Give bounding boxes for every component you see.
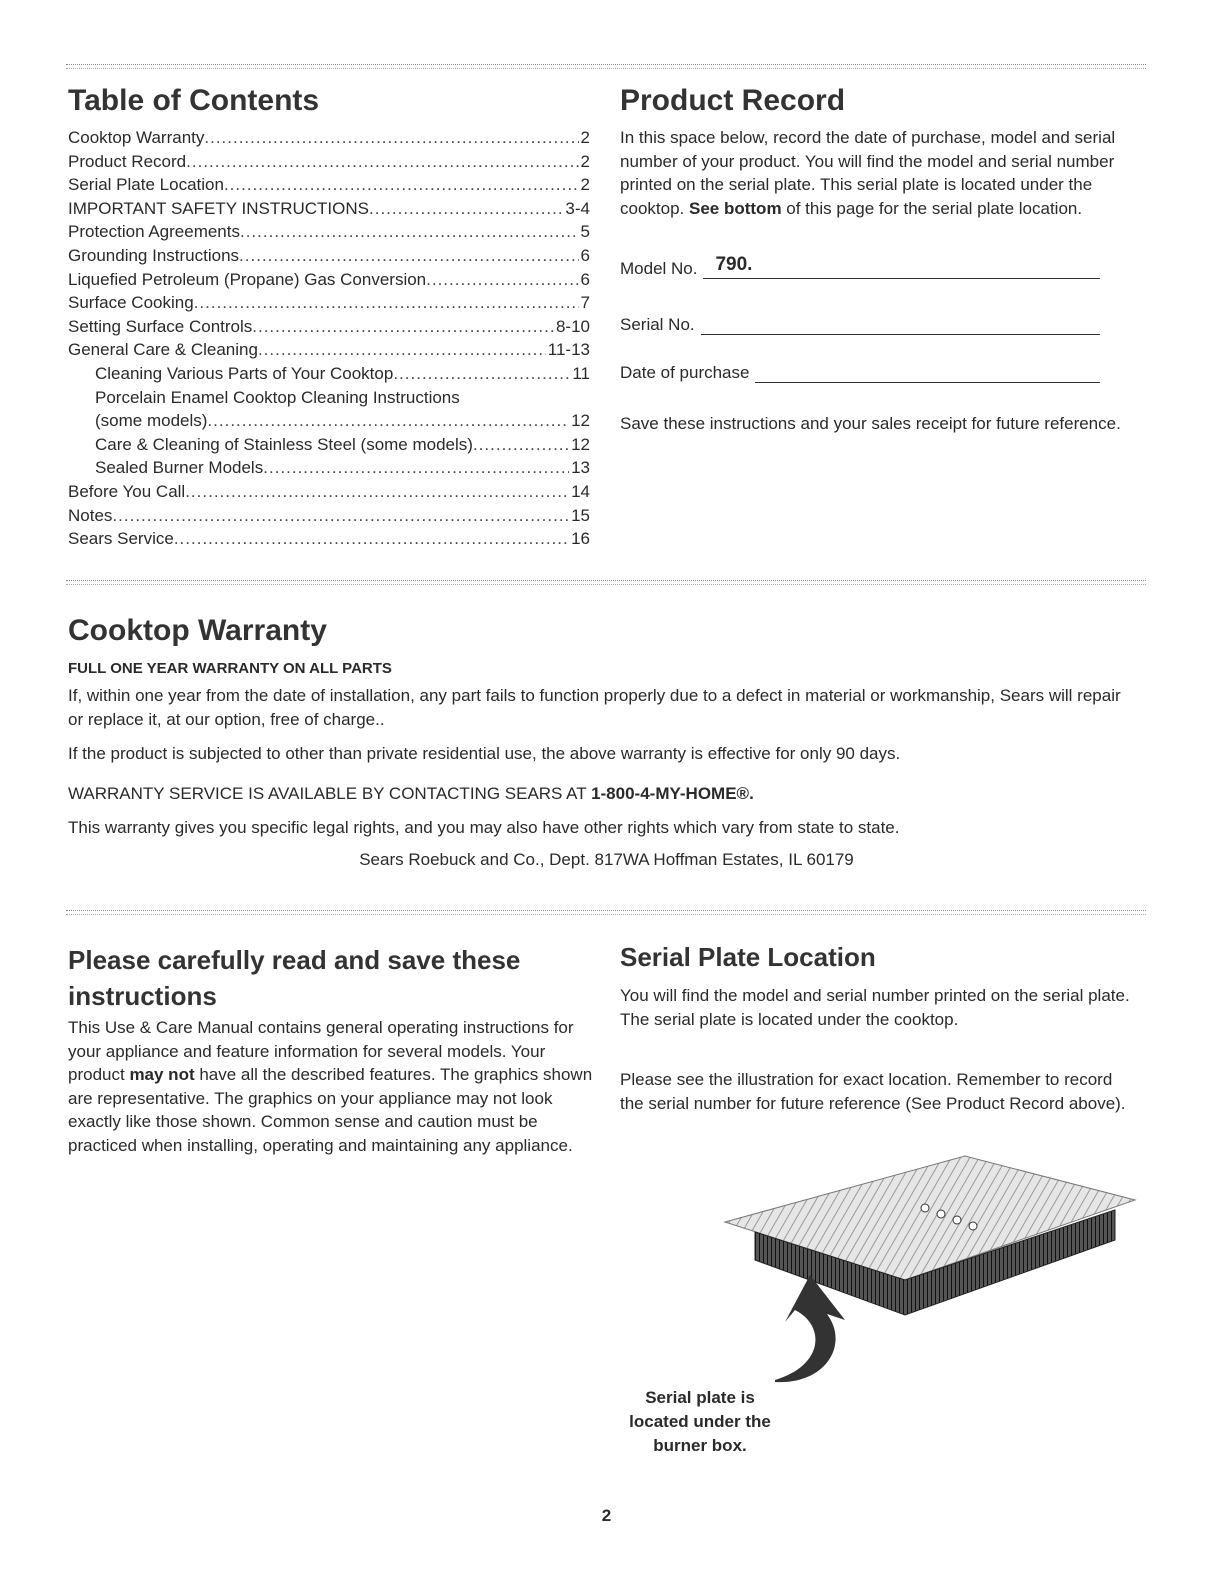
serial-plate-heading: Serial Plate Location [620,942,876,972]
toc-entry-page: 6 [580,269,590,289]
model-number-label: Model No. [620,259,698,278]
toc-entry-label: Care & Cleaning of Stainless Steel (some models) [95,434,473,454]
product-record-intro-text: In this space below, record the date of purchase, model and serial number of your product. You will find the model and serial number printed on the serial plate. This serial plate is located under the cooktop. [620,128,1116,218]
toc-leader-dots [263,456,569,480]
toc-entry-page: 13 [571,458,590,478]
model-number-field[interactable] [620,254,1100,279]
toc-entry-label: Porcelain Enamel Cooktop Cleaning Instructions [95,387,460,407]
arrow-icon [775,1275,845,1382]
toc-leader-dots [204,126,578,150]
toc-entry-page: 14 [571,481,590,501]
toc-entry-label: General Care & Cleaning [68,340,258,360]
toc-entry-page: 7 [580,293,590,313]
sears-address: Sears Roebuck and Co., Dept. 817WA Hoffman Estates, IL 60179 [359,850,854,869]
model-number-line[interactable] [703,254,1100,279]
top-divider [66,64,1146,69]
warranty-paragraph-3 [68,782,1128,806]
warranty-phone: 1-800-4-MY-HOME®. [591,784,754,803]
product-record-intro-text-end: of this page for the serial plate location. [781,198,1083,218]
warranty-paragraph-2: If the product is subjected to other than private residential use, the above warranty is effective for only 90 days. [68,744,901,763]
toc-entry[interactable] [68,244,590,268]
toc-entry[interactable] [68,456,590,480]
toc-entry[interactable] [68,173,590,197]
toc-entry-label: Liquefied Petroleum (Propane) Gas Conversion [68,269,427,289]
toc-entry-page: 12 [571,434,590,454]
cooktop-illustration [715,1150,1145,1400]
date-of-purchase-label: Date of purchase [620,363,750,382]
serial-number-label: Serial No. [620,315,695,334]
caption-line-1: Serial plate is [645,1388,755,1407]
toc-entry-label: Notes [68,505,113,525]
toc-entry-label: Before You Call [68,481,186,501]
toc-entry-page: 5 [580,222,590,242]
toc-entry-label: (some models) [95,411,208,431]
toc-leader-dots [224,173,579,197]
toc-entry[interactable] [68,504,590,528]
toc-leader-dots [239,244,578,268]
toc-entry[interactable] [68,150,590,174]
serial-plate-paragraph-2: Please see the illustration for exact location. Remember to record the serial number for future reference (See Product Record above). [620,1070,1126,1113]
toc-entry-page: 8-10 [555,316,590,336]
toc-list [68,126,590,551]
read-save-text-end: have all the described features. The graphics shown are representative. The graphics on your appliance may not look exactly like those shown. Common sense and caution must be practiced when installing, operating and maintaining any appliance. [68,1065,593,1155]
toc-leader-dots [194,291,579,315]
toc-leader-dots [186,150,578,174]
toc-entry-page: 16 [571,529,590,549]
toc-entry[interactable] [68,291,590,315]
toc-leader-dots [393,362,570,386]
toc-entry-label: Setting Surface Controls [68,316,253,336]
toc-entry-label: Grounding Instructions [68,245,240,265]
see-bottom-emphasis: See bottom [689,198,782,218]
warranty-paragraph-1: If, within one year from the date of installation, any part fails to function properly due to a defect in material or workmanship, Sears will repair or replace it, at our option, free of charge.. [68,686,1121,729]
toc-leader-dots [473,433,569,457]
serial-plate-paragraph-1: You will find the model and serial number printed on the serial plate. The serial plate is located under the cooktop. [620,986,1130,1029]
toc-leader-dots [258,338,546,362]
toc-entry-page: 2 [580,128,590,147]
toc-entry-label: Cleaning Various Parts of Your Cooktop [95,363,394,383]
lower-divider [66,910,1146,915]
toc-heading: Table of Contents [68,84,320,117]
toc-entry-label: Cooktop Warranty [68,128,205,147]
illustration-caption [590,1386,810,1458]
warranty-heading: Cooktop Warranty [68,614,327,647]
read-save-text: This Use & Care Manual contains general operating instructions for your appliance and feature information for several models. Your product [68,1018,574,1085]
toc-entry-page: 11 [572,363,590,383]
toc-entry[interactable] [68,220,590,244]
toc-leader-dots [252,315,554,339]
toc-leader-dots [174,527,569,551]
toc-entry-page: 2 [580,175,590,195]
product-record-heading: Product Record [620,84,846,117]
toc-leader-dots [426,268,578,292]
toc-entry-page: 11-13 [547,340,590,360]
toc-leader-dots [112,504,569,528]
toc-entry-page: 15 [571,505,590,525]
caption-line-3: burner box. [653,1436,747,1455]
read-save-paragraph [68,1016,598,1158]
toc-leader-dots [185,480,569,504]
warranty-service-text: WARRANTY SERVICE IS AVAILABLE BY CONTACTING SEARS AT [68,784,592,803]
toc-entry[interactable] [68,386,590,410]
read-save-heading: Please carefully read and save these instructions [68,945,521,1011]
middle-divider [66,580,1146,585]
toc-entry[interactable] [68,362,590,386]
toc-entry-label: IMPORTANT SAFETY INSTRUCTIONS [68,198,369,218]
save-instructions-note: Save these instructions and your sales receipt for future reference. [620,414,1121,433]
toc-entry[interactable] [68,268,590,292]
toc-entry-label: Product Record [68,151,187,171]
toc-leader-dots [240,220,579,244]
toc-entry-label: Surface Cooking [68,293,194,313]
may-not-emphasis: may not [129,1065,195,1085]
toc-entry-label: Serial Plate Location [68,175,224,195]
toc-entry[interactable] [68,527,590,551]
date-of-purchase-line[interactable] [755,362,1100,383]
toc-entry-page: 3-4 [565,198,590,218]
page-number: 2 [601,1506,612,1525]
warranty-paragraph-4: This warranty gives you specific legal rights, and you may also have other rights which vary from state to state. [68,818,900,837]
toc-entry-page: 12 [571,411,590,431]
toc-entry[interactable] [68,433,590,457]
serial-number-line[interactable] [701,314,1100,335]
toc-entry[interactable] [68,197,590,221]
toc-entry[interactable] [68,315,590,339]
toc-entry[interactable] [68,409,590,433]
serial-number-field[interactable] [620,314,1100,335]
toc-entry-page: 6 [580,245,590,265]
toc-entry-page: 2 [580,151,590,171]
toc-entry[interactable] [68,480,590,504]
product-record-intro [620,126,1130,220]
date-of-purchase-field[interactable] [620,362,1100,383]
toc-leader-dots [369,197,563,221]
warranty-subtitle: FULL ONE YEAR WARRANTY ON ALL PARTS [68,660,392,677]
toc-entry[interactable] [68,338,590,362]
toc-entry[interactable] [68,126,590,150]
toc-leader-dots [207,409,569,433]
model-number-value: 790. [715,254,753,275]
toc-entry-label: Sealed Burner Models [95,458,264,478]
toc-entry-label: Sears Service [68,529,174,549]
caption-line-2: located under the [629,1412,771,1431]
toc-entry-label: Protection Agreements [68,222,240,242]
